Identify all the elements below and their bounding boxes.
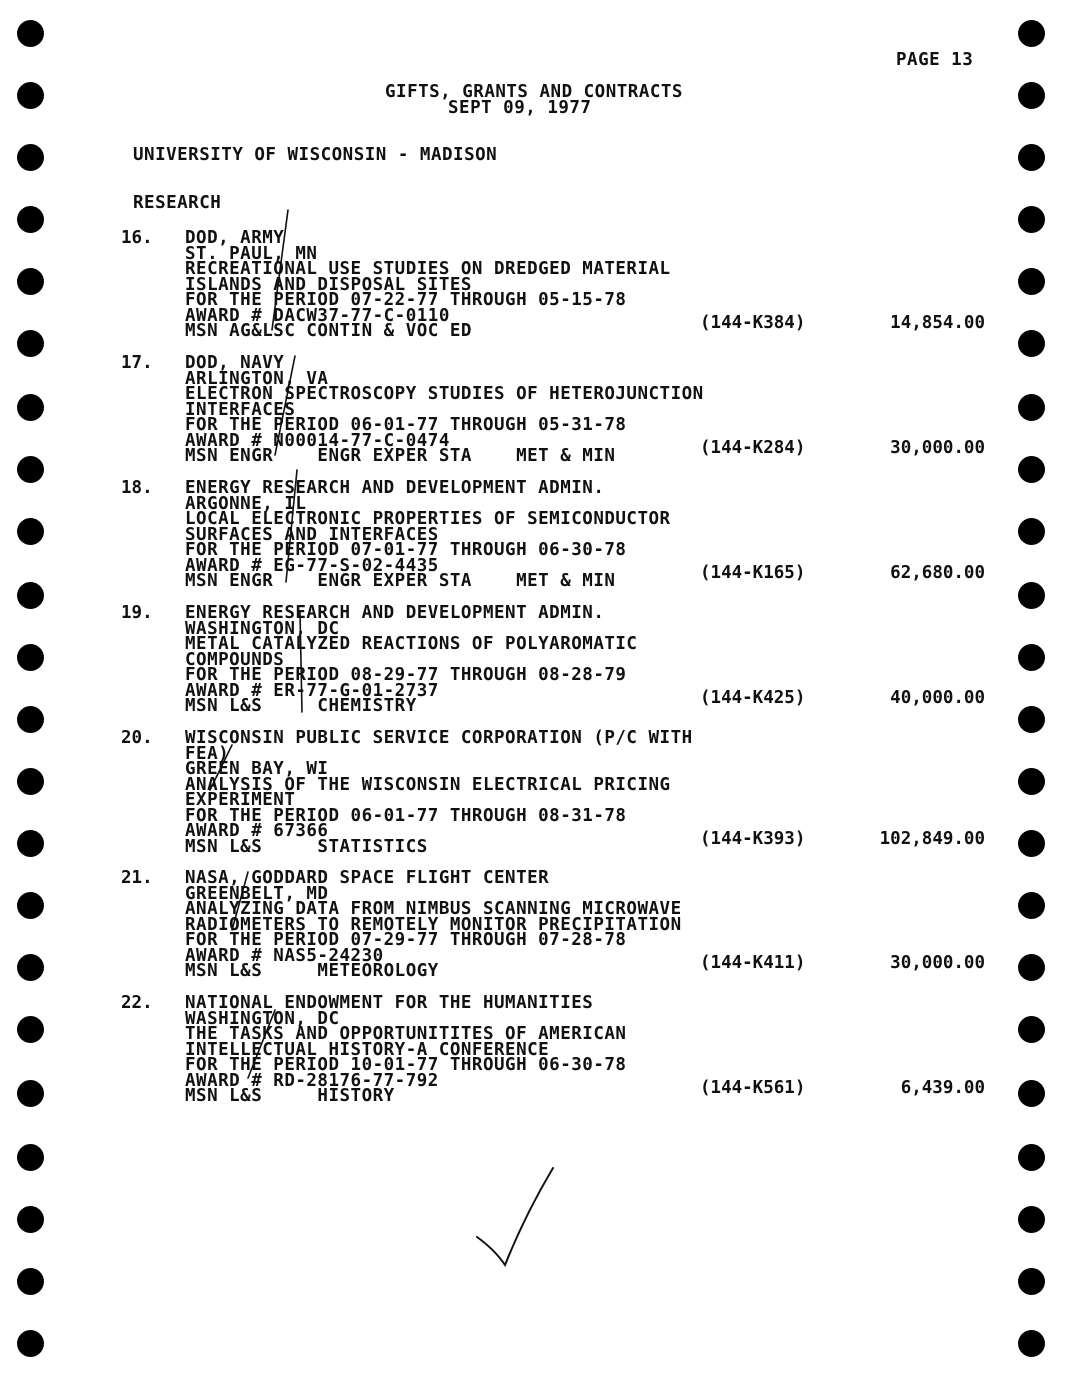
entry-line: MSN L&S CHEMISTRY [185,696,417,716]
award-amount: 6,439.00 [900,1078,985,1098]
checkmark-icon [477,1168,553,1265]
feed-hole [17,1016,44,1043]
award-amount: 30,000.00 [890,438,985,458]
feed-hole [1018,394,1045,421]
feed-hole [1018,1016,1045,1043]
feed-hole [17,1206,44,1233]
entry-line: EXPERIMENT [185,790,296,810]
entry-line: MSN L&S METEOROLOGY [185,961,439,981]
account-number: (144-K384) [700,313,806,333]
document-title: GIFTS, GRANTS AND CONTRACTS [385,82,683,102]
entry-line: GREENBELT, MD [185,883,329,904]
feed-hole [1018,706,1045,733]
feed-hole [1018,1268,1045,1295]
feed-hole [17,268,44,295]
award-amount: 102,849.00 [879,828,985,849]
feed-hole [17,954,44,981]
entry-line: AWARD # DACW37-77-C-0110 [185,305,450,326]
right-tractor-feed-holes [1018,0,1048,1380]
entry-number: 19. [121,603,153,623]
entry-line: MSN L&S HISTORY [185,1086,395,1106]
entry-line: LOCAL ELECTRONIC PROPERTIES OF SEMICONDUCTOR [185,509,671,529]
entry-number: 22. [121,993,153,1013]
feed-hole [17,518,44,545]
entry-line: NASA, GODDARD SPACE FLIGHT CENTER [185,868,550,888]
feed-hole [1018,1144,1045,1171]
feed-hole [1018,892,1045,919]
feed-hole [1018,768,1045,795]
feed-hole [17,892,44,919]
feed-hole [1018,206,1045,233]
feed-hole [1018,20,1045,47]
entry-line: DOD, NAVY [185,353,285,373]
entry-line: AWARD # NAS5-24230 [185,945,384,966]
feed-hole [17,706,44,733]
entry-line: AWARD # ER-77-G-01-2737 [185,680,439,701]
account-number: (144-K425) [700,688,806,708]
feed-hole [17,768,44,795]
feed-hole [17,1080,44,1107]
feed-hole [17,1330,44,1357]
feed-hole [17,20,44,47]
feed-hole [1018,518,1045,545]
section-heading: RESEARCH [133,193,222,213]
feed-hole [1018,1330,1045,1357]
award-amount: 14,854.00 [890,313,985,333]
feed-hole [1018,1206,1045,1233]
entry-line: MSN L&S STATISTICS [185,836,428,857]
entry-line: METAL CATALYZED REACTIONS OF POLYAROMATIC [185,634,638,654]
entry-line: AWARD # 67366 [185,821,329,841]
entry-line: FOR THE PERIOD 06-01-77 THROUGH 08-31-78 [185,805,627,826]
entry-line: FOR THE PERIOD 07-29-77 THROUGH 07-28-78 [185,930,627,950]
entry-line: SURFACES AND INTERFACES [185,524,439,545]
entry-number: 17. [121,353,153,373]
entry-number: 20. [121,728,153,748]
entry-line: THE TASKS AND OPPORTUNITITES OF AMERICAN [185,1024,627,1044]
feed-hole [17,1268,44,1295]
feed-hole [17,830,44,857]
entry-line: ISLANDS AND DISPOSAL SITES [185,274,472,295]
entry-line: WASHINGTON, DC [185,618,340,639]
entry-line: RECREATIONAL USE STUDIES ON DREDGED MATERIAL [185,259,671,279]
entry-line: AWARD # N00014-77-C-0474 [185,430,450,451]
feed-hole [1018,830,1045,857]
account-number: (144-K284) [700,438,806,458]
feed-hole [17,582,44,609]
entry-line: FEA) [185,743,230,764]
document-date: SEPT 09, 1977 [448,98,592,118]
entry-line: DOD, ARMY [185,228,285,248]
entry-line: MSN ENGR ENGR EXPER STA MET & MIN [185,446,616,466]
entry-line: FOR THE PERIOD 07-01-77 THROUGH 06-30-78 [185,540,627,560]
entry-line: MSN AG&LSC CONTIN & VOC ED [185,321,472,341]
entry-line: ARLINGTON, VA [185,368,329,389]
entry-line: AWARD # RD-28176-77-792 [185,1070,439,1091]
feed-hole [17,206,44,233]
feed-hole [1018,330,1045,357]
entry-line: WISCONSIN PUBLIC SERVICE CORPORATION (P/C WITH [185,728,693,748]
entry-line: INTERFACES [185,399,296,420]
account-number: (144-K561) [700,1078,806,1098]
entry-line: FOR THE PERIOD 07-22-77 THROUGH 05-15-78 [185,290,627,310]
feed-hole [17,330,44,357]
entry-line: ELECTRON SPECTROSCOPY STUDIES OF HETEROJUNCTION [185,384,704,404]
feed-hole [1018,954,1045,981]
university-name: UNIVERSITY OF WISCONSIN - MADISON [133,145,498,165]
entry-line: MSN ENGR ENGR EXPER STA MET & MIN [185,571,616,591]
feed-hole [1018,144,1045,171]
feed-hole [17,644,44,671]
entry-line: COMPOUNDS [185,649,285,670]
entry-line: ANALYZING DATA FROM NIMBUS SCANNING MICROWAVE [185,899,682,919]
account-number: (144-K393) [700,828,806,849]
account-number: (144-K165) [700,563,806,583]
feed-hole [1018,82,1045,109]
entry-line: WASHINGTON, DC [185,1008,340,1029]
feed-hole [1018,268,1045,295]
feed-hole [17,456,44,483]
feed-hole [1018,582,1045,609]
page-number: PAGE 13 [896,50,974,70]
entry-line: FOR THE PERIOD 10-01-77 THROUGH 06-30-78 [185,1055,627,1075]
left-tractor-feed-holes [17,0,47,1380]
entry-line: GREEN BAY, WI [185,759,329,779]
entry-number: 18. [121,478,153,498]
entry-line: ST. PAUL, MN [185,243,318,264]
award-amount: 30,000.00 [890,953,985,973]
feed-hole [1018,1080,1045,1107]
entry-line: NATIONAL ENDOWMENT FOR THE HUMANITIES [185,993,594,1013]
entry-line: ARGONNE, IL [185,493,307,514]
entry-line: ANALYSIS OF THE WISCONSIN ELECTRICAL PRICING [185,774,671,795]
feed-hole [1018,644,1045,671]
entry-line: ENERGY RESEARCH AND DEVELOPMENT ADMIN. [185,478,605,498]
entry-number: 16. [121,228,153,248]
entry-line: FOR THE PERIOD 08-29-77 THROUGH 08-28-79 [185,665,627,685]
account-number: (144-K411) [700,953,806,973]
award-amount: 62,680.00 [890,563,985,583]
feed-hole [17,144,44,171]
entry-number: 21. [121,868,153,888]
feed-hole [17,1144,44,1171]
feed-hole [17,394,44,421]
entry-line: RADIOMETERS TO REMOTELY MONITOR PRECIPITATION [185,914,682,935]
entry-line: INTELLECTUAL HISTORY-A CONFERENCE [185,1039,550,1060]
feed-hole [17,82,44,109]
entry-line: FOR THE PERIOD 06-01-77 THROUGH 05-31-78 [185,415,627,435]
entry-line: ENERGY RESEARCH AND DEVELOPMENT ADMIN. [185,603,605,623]
entry-line: AWARD # EG-77-S-02-4435 [185,555,439,576]
award-amount: 40,000.00 [890,688,985,708]
feed-hole [1018,456,1045,483]
